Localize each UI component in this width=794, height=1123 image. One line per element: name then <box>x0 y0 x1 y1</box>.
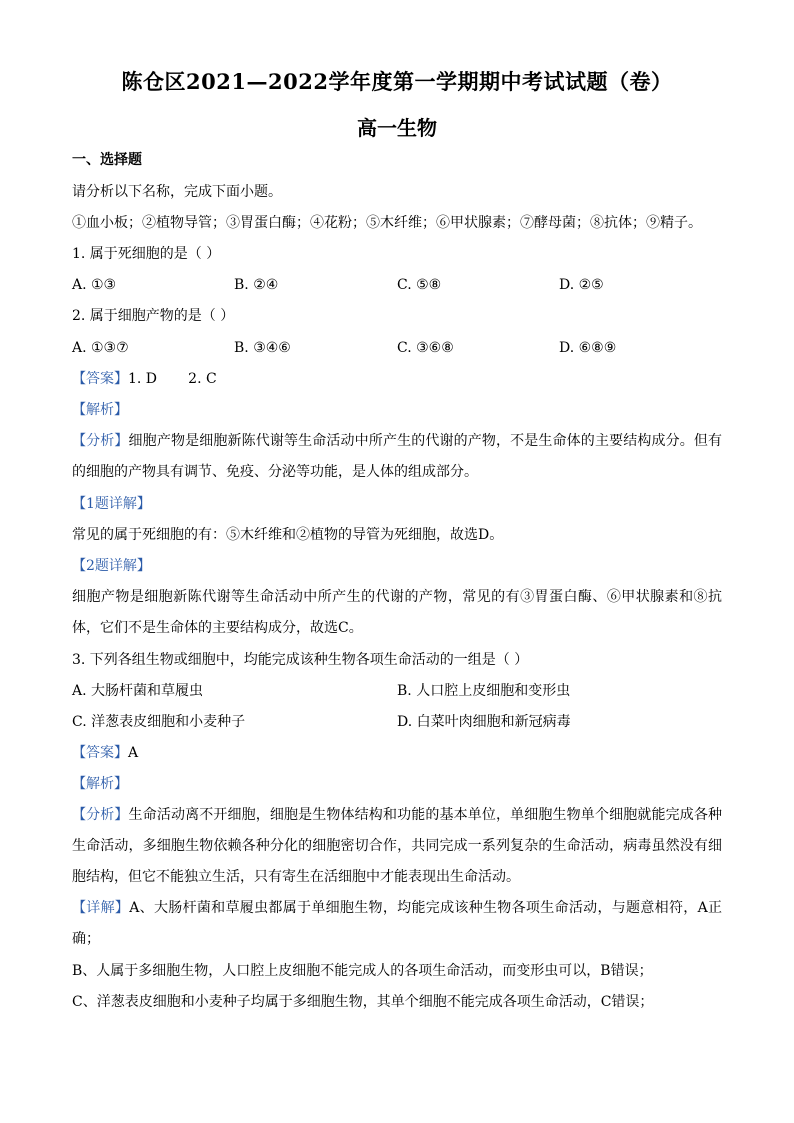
q2-option-d: D. ⑥⑧⑨ <box>559 340 617 356</box>
q2-option-c: C. ③⑥⑧ <box>397 340 454 356</box>
answer-3-tag: 【答案】 <box>72 745 128 761</box>
q3-option-d: D. 白菜叶肉细胞和新冠病毒 <box>397 714 571 730</box>
q3-option-b: B. 人口腔上皮细胞和变形虫 <box>397 683 571 699</box>
answer-1-2 <box>72 369 722 389</box>
analysis-tag: 【解析】 <box>72 402 128 418</box>
q1-option-b: B. ②④ <box>234 277 279 293</box>
detail-1-text: 常见的属于死细胞的有：⑤木纤维和②植物的导管为死细胞，故选D。 <box>72 527 504 543</box>
q1-option-a: A. ①③ <box>72 277 117 293</box>
fenxi-3 <box>72 800 722 893</box>
q2-option-a: A. ①③⑦ <box>72 340 129 356</box>
question-3-stem: 3. 下列各组生物或细胞中，均能完成该种生物各项生命活动的一组是（ ） <box>72 652 529 668</box>
detail-3-a-text: A、大肠杆菌和草履虫都属于单细胞生物，均能完成该种生物各项生命活动，与题意相符，A正确； <box>72 900 723 947</box>
question-1-stem: 1. 属于死细胞的是（ ） <box>72 246 221 262</box>
intro-text: 请分析以下名称，完成下面小题。 <box>72 184 282 200</box>
answer-text: 1. D 2. C <box>128 371 217 387</box>
analysis-3-tag: 【解析】 <box>72 776 128 792</box>
items-list: ①血小板；②植物导管；③胃蛋白酶；④花粉；⑤木纤维；⑥甲状腺素；⑦酵母菌；⑧抗体；⑨精子。 <box>72 215 702 231</box>
detail-2-tag: 【2题详解】 <box>72 558 151 574</box>
detail-3-b: B、人属于多细胞生物，人口腔上皮细胞不能完成人的各项生命活动，而变形虫可以，B错误； <box>72 963 653 979</box>
detail-2-text: 细胞产物是细胞新陈代谢等生命活动中所产生的代谢的产物，常见的有③胃蛋白酶、⑥甲状腺素和⑧抗体，它们不是生命体的主要结构成分，故选C。 <box>72 589 722 636</box>
page-subtitle: 高一生物 <box>357 116 437 140</box>
fenxi-1-2 <box>72 426 722 488</box>
answer-3 <box>72 743 722 763</box>
answer-tag: 【答案】 <box>72 371 128 387</box>
page-title: 陈仓区2021—2022学年度第一学期期中考试试题（卷） <box>121 69 673 94</box>
fenxi-tag: 【分析】 <box>72 433 129 449</box>
fenxi-text: 细胞产物是细胞新陈代谢等生命活动中所产生的代谢的产物，不是生命体的主要结构成分。但有的细胞的产物具有调节、免疫、分泌等功能，是人体的组成部分。 <box>72 433 723 480</box>
detail-1-tag: 【1题详解】 <box>72 496 151 512</box>
detail-3-a <box>72 893 722 955</box>
q1-option-d: D. ②⑤ <box>559 277 604 293</box>
fenxi-3-tag: 【分析】 <box>72 807 129 823</box>
q3-option-c: C. 洋葱表皮细胞和小麦种子 <box>72 714 246 730</box>
detail-3-c: C、洋葱表皮细胞和小麦种子均属于多细胞生物，其单个细胞不能完成各项生命活动，C错误； <box>72 994 654 1010</box>
detail-3-tag: 【详解】 <box>72 900 130 916</box>
section-heading: 一、选择题 <box>72 152 142 168</box>
question-2-stem: 2. 属于细胞产物的是（ ） <box>72 308 235 324</box>
q3-option-a: A. 大肠杆菌和草履虫 <box>72 683 204 699</box>
q1-option-c: C. ⑤⑧ <box>397 277 442 293</box>
q2-option-b: B. ③④⑥ <box>234 340 291 356</box>
answer-3-text: A <box>128 745 139 761</box>
fenxi-3-text: 生命活动离不开细胞，细胞是生物体结构和功能的基本单位，单细胞生物单个细胞就能完成各种生命活动，多细胞生物依赖各种分化的细胞密切合作，共同完成一系列复杂的生命活动，病毒虽然没有细胞结构，但它不能独立生活，只有寄生在活细胞中才能表现出生命活动。 <box>72 807 723 885</box>
